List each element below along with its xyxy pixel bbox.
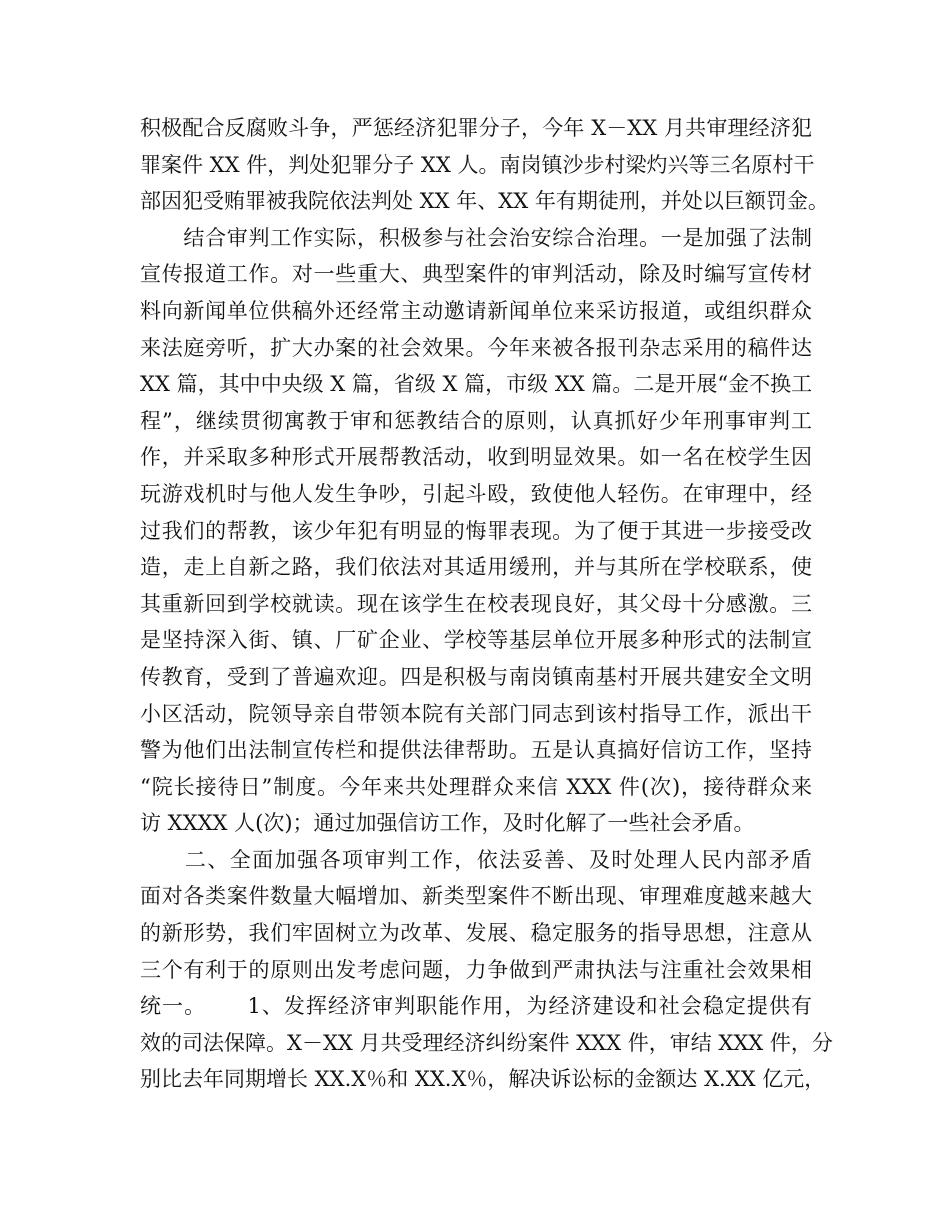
text-line: 效的司法保障。X－XX 月共受理经济纠纷案件 XXX 件，审结 XXX 件，分 bbox=[140, 1030, 833, 1055]
text-line: 访 XXXX 人(次)；通过加强信访工作，及时化解了一些社会矛盾。 bbox=[140, 811, 755, 836]
text-line: 造，走上自新之路，我们依法对其适用缓刑，并与其所在学校联系，使 bbox=[140, 555, 812, 580]
text-line: 三个有利于的原则出发考虑问题，力争做到严肃执法与注重社会效果相 bbox=[140, 957, 812, 982]
text-line: 统一。 1、发挥经济审判职能作用，为经济建设和社会稳定提供有 bbox=[140, 994, 812, 1019]
text-line: 玩游戏机时与他人发生争吵，引起斗殴，致使他人轻伤。在审理中，经 bbox=[140, 481, 812, 506]
text-line: 料向新闻单位供稿外还经常主动邀请新闻单位来采访报道，或组织群众 bbox=[140, 298, 812, 323]
text-line: 过我们的帮教，该少年犯有明显的悔罪表现。为了便于其进一步接受改 bbox=[140, 518, 812, 543]
text-line: 宣传报道工作。对一些重大、典型案件的审判活动，除及时编写宣传材 bbox=[140, 262, 812, 287]
text-line: 其重新回到学校就读。现在该学生在校表现良好，其父母十分感激。三 bbox=[140, 591, 812, 616]
text-line: 部因犯受贿罪被我院依法判处 XX 年、XX 年有期徒刑，并处以巨额罚金。 bbox=[140, 189, 829, 214]
text-line: 传教育，受到了普遍欢迎。四是积极与南岗镇南基村开展共建安全文明 bbox=[140, 664, 812, 689]
text-line: 的新形势，我们牢固树立为改革、发展、稳定服务的指导思想，注意从 bbox=[140, 921, 812, 946]
text-line: 是坚持深入街、镇、厂矿企业、学校等基层单位开展多种形式的法制宣 bbox=[140, 628, 812, 653]
text-line: 别比去年同期增长 XX.X％和 XX.X％，解决诉讼标的金额达 X.XX 亿元， bbox=[140, 1067, 826, 1092]
text-line: “院长接待日”制度。今年来共处理群众来信 XXX 件(次)，接待群众来 bbox=[140, 774, 812, 799]
text-line: 警为他们出法制宣传栏和提供法律帮助。五是认真搞好信访工作，坚持 bbox=[140, 738, 812, 763]
text-line: 罪案件 XX 件，判处犯罪分子 XX 人。南岗镇沙步村梁灼兴等三名原村干 bbox=[140, 152, 815, 177]
text-line: 面对各类案件数量大幅增加、新类型案件不断出现、审理难度越来越大 bbox=[140, 884, 812, 909]
text-line: 二、全面加强各项审判工作，依法妥善、及时处理人民内部矛盾 bbox=[140, 847, 812, 872]
text-line: 结合审判工作实际，积极参与社会治安综合治理。一是加强了法制 bbox=[140, 225, 812, 250]
text-line: XX 篇，其中中央级 X 篇，省级 X 篇，市级 XX 篇。二是开展“金不换工 bbox=[140, 372, 813, 397]
text-line: 作，并采取多种形式开展帮教活动，收到明显效果。如一名在校学生因 bbox=[140, 445, 812, 470]
document-body bbox=[140, 110, 833, 1098]
text-line: 积极配合反腐败斗争，严惩经济犯罪分子，今年 X－XX 月共审理经济犯 bbox=[140, 116, 812, 140]
text-line: 程”，继续贯彻寓教于审和惩教结合的原则，认真抓好少年刑事审判工 bbox=[140, 408, 812, 433]
text-line: 小区活动，院领导亲自带领本院有关部门同志到该村指导工作，派出干 bbox=[140, 701, 812, 726]
text-line: 来法庭旁听，扩大办案的社会效果。今年来被各报刊杂志采用的稿件达 bbox=[140, 335, 812, 360]
